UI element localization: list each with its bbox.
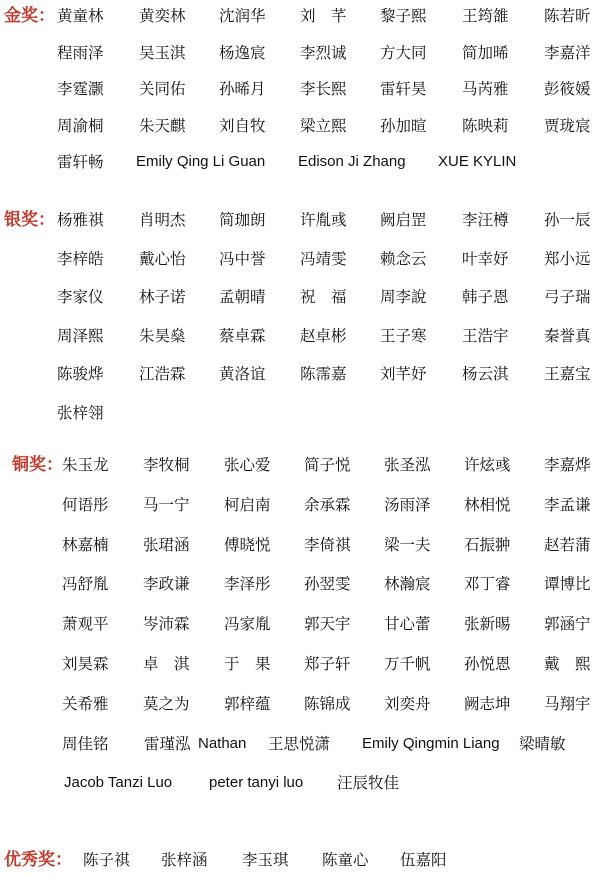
- winner-name: 孙晞月: [219, 80, 266, 98]
- winner-name: 戴心怡: [139, 249, 186, 268]
- winner-name: 郭涵宁: [544, 615, 591, 634]
- winner-name: 邓丁睿: [464, 575, 511, 594]
- winner-name: 关同佑: [139, 80, 186, 98]
- winner-name: 刘奕舟: [384, 694, 431, 713]
- winner-name: 阙启罡: [380, 211, 427, 229]
- winner-name: 陈骏烨: [57, 365, 104, 383]
- winner-name: 张新晹: [464, 615, 511, 634]
- winner-name: 沈润华: [219, 7, 266, 25]
- winner-name: 汤雨泽: [384, 495, 431, 514]
- winner-name: 秦誉真: [544, 326, 591, 345]
- winner-name: 许胤彧: [300, 211, 347, 229]
- winner-name: 陈子祺: [83, 851, 130, 869]
- winner-name: 林相悦: [464, 495, 511, 514]
- winner-name: 朱玉龙: [62, 456, 109, 474]
- winner-name: 王子寒: [380, 326, 427, 345]
- winner-name: 莫之为: [143, 694, 190, 713]
- winner-name: 弓子瑞: [544, 288, 591, 306]
- winner-name: 李牧桐: [143, 456, 190, 474]
- winner-name: 张梓涵: [161, 851, 208, 869]
- winner-name: 杨雅祺: [57, 211, 104, 229]
- winner-name: 陈映莉: [462, 116, 509, 135]
- winner-name: 梁一夫: [384, 535, 431, 554]
- winner-name: 林嘉楠: [62, 535, 109, 554]
- winner-name: 孙加暄: [380, 116, 427, 135]
- winner-name: 程雨泽: [57, 43, 104, 62]
- winner-name: 李倚祺: [304, 535, 351, 554]
- winner-name: 万千帆: [384, 655, 431, 673]
- winner-name: 郭梓蕴: [224, 694, 271, 713]
- winner-name: 雷轩昊: [380, 80, 427, 98]
- winner-name: 李梓皓: [57, 249, 104, 268]
- winner-name: 许炫彧: [464, 456, 511, 474]
- winner-name: 雷轩畅: [57, 153, 104, 171]
- winner-name: 郑小远: [544, 249, 591, 268]
- winner-name: 郭天宇: [304, 615, 351, 634]
- winner-name: 刘自牧: [219, 116, 266, 135]
- winner-name: 陈若昕: [544, 7, 591, 25]
- winner-name: 黎子熙: [380, 7, 427, 25]
- winner-name: 李汪樽: [462, 211, 509, 229]
- winner-name: 张珺涵: [143, 535, 190, 554]
- winner-name: 周佳铭: [62, 734, 109, 753]
- winner-name: Emily Qing Li Guan: [136, 153, 266, 170]
- winner-name: 贾珑宸: [544, 116, 591, 135]
- winner-name: 于 果: [224, 655, 271, 673]
- winner-name: 孙一辰: [544, 211, 591, 229]
- winner-name: 王思悦潇: [268, 734, 331, 753]
- winner-name: 叶幸妤: [462, 249, 509, 268]
- award-level-label: 铜奖：: [12, 455, 63, 475]
- winner-name: Jacob Tanzi Luo: [64, 774, 173, 792]
- winner-name: 祝 福: [300, 288, 347, 306]
- winner-name: 李嘉烨: [544, 456, 591, 474]
- winner-name: 雷瑾泓: [144, 734, 191, 753]
- winner-name: 石振翀: [464, 535, 511, 554]
- winner-name: 赖念云: [380, 249, 427, 268]
- winner-name: 何语彤: [62, 495, 109, 514]
- winner-name: 简珈朗: [219, 211, 266, 229]
- winner-name: 杨逸宸: [219, 43, 266, 62]
- winner-name: Emily Qingmin Liang: [362, 734, 500, 752]
- winner-name: 林瀚宸: [384, 575, 431, 594]
- winner-name: 韩子恩: [462, 288, 509, 306]
- winner-name: 梁晴敏: [519, 734, 566, 753]
- winner-name: 关希雅: [62, 694, 109, 713]
- winner-name: 傅晓悦: [224, 535, 271, 554]
- winner-name: 李政谦: [143, 575, 190, 594]
- winner-name: 陈锦成: [304, 694, 351, 713]
- winner-name: 肖明杰: [139, 211, 186, 229]
- winner-name: 张梓翎: [57, 403, 104, 422]
- winner-name: 刘昊霖: [62, 655, 109, 673]
- winner-name: 陈霈嘉: [300, 365, 347, 383]
- winner-name: 李孟谦: [544, 495, 591, 514]
- winner-name: 简加晞: [462, 43, 509, 62]
- winner-name: 谭博比: [544, 575, 591, 594]
- winner-name: XUE KYLIN: [438, 153, 517, 170]
- winner-name: 卓 淇: [143, 655, 190, 673]
- winner-name: 伍嘉阳: [400, 851, 447, 869]
- winner-name: 李家仪: [57, 288, 104, 306]
- winner-name: 冯中誉: [219, 249, 266, 268]
- winner-name: 李霆灏: [57, 80, 104, 98]
- winner-name: peter tanyi luo: [209, 774, 304, 792]
- winner-name: 方大同: [380, 43, 427, 62]
- winner-name: 汪辰牧佳: [337, 774, 400, 793]
- winner-name: 李长熙: [300, 80, 347, 98]
- winner-name: 冯家胤: [224, 615, 271, 634]
- winner-name: 马翔宇: [544, 694, 591, 713]
- winner-name: 柯启南: [224, 495, 271, 514]
- winner-name: 周渝桐: [57, 116, 104, 135]
- winner-name: 李烈诚: [300, 43, 347, 62]
- winner-name: 黄奕林: [139, 7, 186, 25]
- winner-name: 赵若蒲: [544, 535, 591, 554]
- winner-name: 彭筱媛: [544, 80, 591, 98]
- winner-name: 萧观平: [62, 615, 109, 634]
- winner-name: 李玉琪: [242, 851, 289, 869]
- winner-name: 岑沛霖: [143, 615, 190, 634]
- award-level-label: 银奖：: [4, 210, 55, 230]
- winner-name: 陈童心: [322, 851, 369, 869]
- winner-name: 王浩宇: [462, 326, 509, 345]
- winner-name: 江浩霖: [139, 365, 186, 383]
- winner-name: 林子诺: [139, 288, 186, 306]
- winner-name: 赵卓彬: [300, 326, 347, 345]
- winner-name: 杨云淇: [462, 365, 509, 383]
- winner-name: 李泽彤: [224, 575, 271, 594]
- winner-name: 冯靖雯: [300, 249, 347, 268]
- winner-name: 王嘉宝: [544, 365, 591, 383]
- winner-name: 郑子轩: [304, 655, 351, 673]
- winner-name: 孙翌雯: [304, 575, 351, 594]
- winner-name: 张心爱: [224, 456, 271, 474]
- winner-name: 冯舒胤: [62, 575, 109, 594]
- winner-name: 周李說: [380, 288, 427, 306]
- winner-name: 李嘉洋: [544, 43, 591, 62]
- award-level-label: 优秀奖：: [4, 850, 72, 870]
- winner-name: 刘芊妤: [380, 365, 427, 383]
- winner-name: 梁立熙: [300, 116, 347, 135]
- winner-name: 简子悦: [304, 456, 351, 474]
- winner-name: 朱昊燊: [139, 326, 186, 345]
- winner-name: 孟朝晴: [219, 288, 266, 306]
- winner-name: Edison Ji Zhang: [298, 153, 406, 170]
- winner-name: 蔡卓霖: [219, 326, 266, 345]
- winner-name: 马一宁: [143, 495, 190, 514]
- winner-name: 吴玉淇: [139, 43, 186, 62]
- winner-name: 黄洛谊: [219, 365, 266, 383]
- winner-name: 周泽熙: [57, 326, 104, 345]
- winner-name: 张圣泓: [384, 456, 431, 474]
- winner-name: 刘 芊: [300, 7, 347, 25]
- winner-name: 朱天麒: [139, 116, 186, 135]
- winner-name: 王筠雒: [462, 7, 509, 25]
- winner-name: 戴 熙: [544, 655, 591, 673]
- winner-name: Nathan: [198, 734, 247, 752]
- award-level-label: 金奖：: [4, 6, 55, 26]
- winner-name: 余承霖: [304, 495, 351, 514]
- winner-name: 黄童林: [57, 7, 104, 25]
- winner-name: 孙悦恩: [464, 655, 511, 673]
- winner-name: 甘心蕾: [384, 615, 431, 634]
- winner-name: 阙志坤: [464, 694, 511, 713]
- winner-name: 马芮雅: [462, 80, 509, 98]
